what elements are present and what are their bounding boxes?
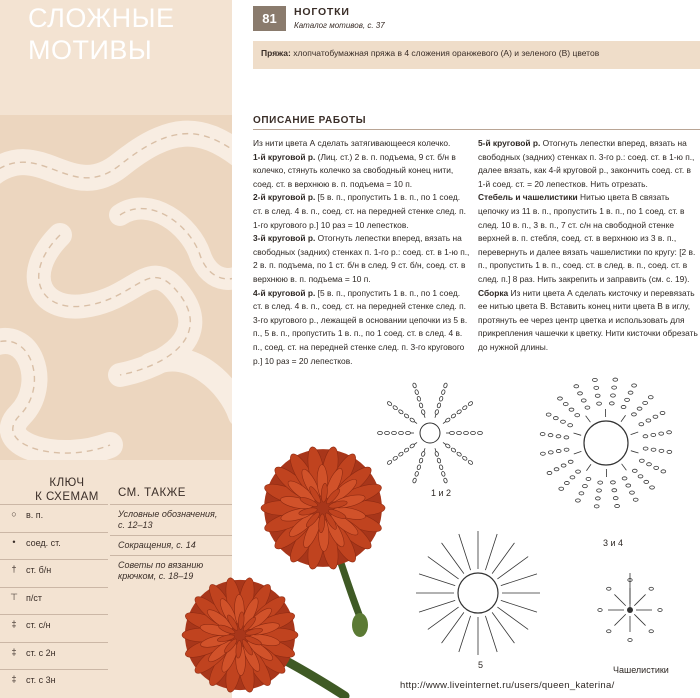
section-title-line-2: МОТИВЫ	[28, 35, 153, 65]
diagram-label-rounds-1-2: 1 и 2	[431, 488, 452, 498]
section-heading: Сборка	[478, 287, 509, 298]
round-heading: 1-й круговой р.	[253, 151, 316, 162]
key-header-line-1: КЛЮЧ	[49, 477, 85, 489]
see-also-item: Сокращения, с. 14	[110, 535, 232, 555]
diagram-label-rounds-3-4: 3 и 4	[603, 538, 624, 548]
key-item	[0, 669, 108, 697]
key-item-label: в. п.	[26, 510, 44, 520]
key-item-label: ст. б/н	[26, 565, 52, 575]
instruction-text: Отогнуть лепестки вперед, вязать на свободных (задних) стенках п. 3-го р.: соед. ст. в 1-ю п., далее вязать, как 4-й круговой р., закончить соед. ст. в 1-й соед. ст. = 20 лепестков. Нить отрезать.	[478, 138, 695, 189]
key-item	[0, 532, 108, 560]
key-item-label: ст. с 3н	[26, 675, 56, 685]
watermark-url: http://www.liveinternet.ru/users/queen_katerina/	[400, 680, 615, 691]
key-header-line-2: К СХЕМАМ	[35, 491, 99, 503]
instruction-text: Из нити цвета А сделать затягивающееся колечко.	[253, 138, 451, 148]
yarn-info-box	[253, 41, 700, 69]
instruction-text: (Лиц. ст.) 2 в. п. подъема, 9 ст. б/н в колечко, стянуть колечко за свободный конец нити, соед. ст. в верхнюю в. п. подъема = 10 п.	[253, 151, 456, 189]
instruction-paragraph	[253, 151, 471, 192]
key-item-label: соед. ст.	[26, 537, 61, 548]
slip-stitch-symbol: •	[12, 536, 16, 547]
description-heading: ОПИСАНИЕ РАБОТЫ	[253, 115, 367, 126]
round-heading: 5-й круговой р.	[478, 138, 541, 148]
chain-stitch-symbol: ○	[11, 509, 17, 519]
round-heading: 3-й круговой р.	[253, 233, 316, 244]
treble-crochet-symbol: ‡	[11, 646, 17, 657]
pattern-number-badge: 81	[253, 6, 286, 31]
section-heading: Стебель и чашелистики	[478, 192, 578, 203]
instructions-column-1	[253, 137, 471, 368]
key-item-label: п/ст	[26, 592, 42, 603]
key-item	[0, 614, 108, 642]
instruction-paragraph	[253, 232, 471, 286]
yarn-description: хлопчатобумажная пряжа в 4 сложения оранжевого (А) и зеленого (В) цветов	[293, 48, 600, 58]
see-also-item: Советы по вязанию крючком, с. 18–19	[110, 555, 232, 586]
key-item	[0, 642, 108, 670]
key-item	[0, 559, 108, 587]
see-also-item: Условные обозначения, с. 12–13	[110, 504, 232, 535]
yarn-info-text	[261, 48, 599, 58]
round-heading: 2-й круговой р.	[253, 192, 316, 203]
instruction-text: Отогнуть лепестки вперед, вязать на свободных (задних) стенках п. 1-го р.: соед. ст. в 1-ю п., 2 в. п. подъема, по 1 ст. б/н в след. 9 ст. б/н, соед. ст. в верхнюю в. п. подъема = 10 п.	[253, 233, 470, 284]
double-crochet-symbol: ‡	[11, 619, 17, 629]
marigold-photo	[180, 440, 400, 698]
pattern-title: НОГОТКИ	[294, 6, 350, 18]
diagram-label-round-5: 5	[478, 660, 484, 670]
diagram-sepals	[598, 573, 662, 642]
see-also-header: СМ. ТАКЖЕ	[118, 487, 186, 499]
key-column	[0, 466, 108, 698]
key-list	[0, 504, 108, 697]
instruction-paragraph	[253, 191, 471, 232]
instruction-paragraph	[253, 137, 471, 151]
divider	[253, 129, 700, 130]
instruction-paragraph	[478, 191, 698, 286]
yarn-motif-photo	[0, 115, 232, 460]
round-heading: 4-й круговой р.	[253, 287, 316, 298]
instructions-column-2	[478, 137, 698, 355]
instruction-text: [5 в. п., пропустить 1 в. п., по 1 соед. ст. в след. 4 в. п., соед. ст. на передней стенке след. п. 1-го кругового р.] 10 раз = 10 лепестков.	[253, 192, 466, 230]
diagram-rounds-3-4	[540, 378, 672, 508]
instruction-paragraph	[478, 287, 698, 355]
half-double-crochet-symbol: ⊤	[10, 591, 18, 602]
section-title	[28, 2, 175, 66]
key-item-label: ст. с/н	[26, 620, 51, 630]
instruction-text: Из нити цвета А сделать кисточку и перевязать ее нитью цвета В. Вставить конец нити цвета В в иглу, протянуть ее через центр цветка и использовать для прикрепления чашечки к цветку. Нити кисточки обрезать до нужной длины.	[478, 287, 698, 352]
yarn-label: Пряжа:	[261, 48, 291, 58]
key-item	[0, 504, 108, 532]
section-title-line-1: СЛОЖНЫЕ	[28, 3, 175, 33]
double-treble-crochet-symbol: ‡	[11, 674, 17, 684]
catalog-reference: Каталог мотивов, с. 37	[294, 21, 385, 30]
instruction-paragraph	[478, 137, 698, 191]
key-item	[0, 587, 108, 615]
single-crochet-symbol: †	[11, 564, 17, 574]
diagram-label-sepals: Чашелистики	[613, 665, 669, 675]
instruction-text: Нитью цвета В связать цепочку из 11 в. п., пропустить 1 в. п., по 1 соед. ст. в след. 10 в. п., 3 в. п., 7 ст. с/н на свободной стенке верхней в. п. стебля, соед. ст. в верхнюю из 3 в. п., перевернуть и далее вязать чашелистики по кругу: [2 в. п., пропустить 1 в. п., соед. ст. в след. в. п., соед. ст. в след. п.] 8 раз. Нить закрепить и заправить (см. с. 19).	[478, 192, 696, 284]
instruction-text: [5 в. п., пропустить 1 в. п., по 1 соед. ст. в след. 4 в. п., соед. ст. на передней стенке след. п. 3-го кругового р., лежащей в основании цепочки из 5 в. п., 5 в. п., пропустить 1 в. п., по 1 соед. ст. в след. 4 в. п., соед. ст. на передней стенке след. п. 3-го кругового р.] 10 раз = 20 лепестков.	[253, 287, 468, 366]
diagram-round-5	[416, 531, 540, 655]
key-header	[30, 476, 104, 504]
key-item-label: ст. с 2н	[26, 647, 56, 658]
